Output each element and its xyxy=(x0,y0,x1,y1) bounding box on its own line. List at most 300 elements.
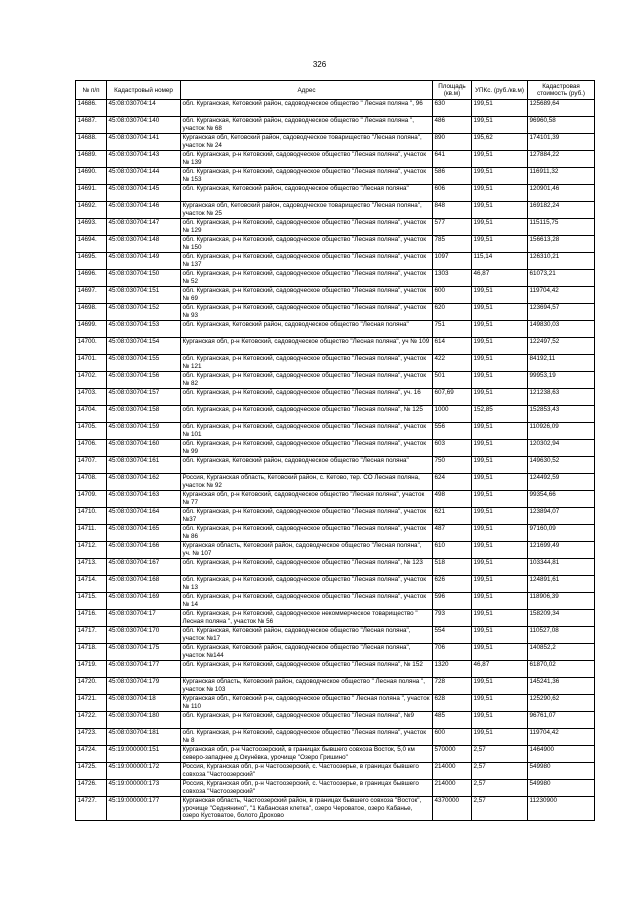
address-cell: обл. Курганская, Кетовский район, садоводческое общество " Лесная поляна ", участок № 68 xyxy=(181,117,433,134)
cadastral-number-cell: 45:19:000000:177 xyxy=(107,797,181,821)
cadastral-number-cell: 45:19:000000:172 xyxy=(107,763,181,780)
cadastral-number-cell: 45:08:030704:14 xyxy=(107,100,181,117)
upks-cell: 199,51 xyxy=(472,712,528,729)
cadastral-number-cell: 45:19:000000:151 xyxy=(107,746,181,763)
area-cell: 706 xyxy=(433,644,472,661)
cadastral-number-cell: 45:08:030704:145 xyxy=(107,185,181,202)
table-row xyxy=(76,134,595,151)
area-cell: 620 xyxy=(433,304,472,321)
row-number-cell: 14697. xyxy=(76,287,107,304)
cadastral-value-cell: 149830,03 xyxy=(528,321,595,338)
cadastral-value-cell: 549980 xyxy=(528,780,595,797)
row-number-cell: 14705. xyxy=(76,423,107,440)
area-cell: 641 xyxy=(433,151,472,168)
upks-cell: 199,51 xyxy=(472,321,528,338)
table-row xyxy=(76,491,595,508)
row-number-cell: 14726. xyxy=(76,780,107,797)
row-number-cell: 14696. xyxy=(76,270,107,287)
address-cell: обл. Курганская, Кетовский район, садоводческое общество "Лесная поляна", участок №17 xyxy=(181,627,433,644)
table-row xyxy=(76,236,595,253)
address-cell: Курганская обл., Кетовский р-н, садоводческое общество " Лесная поляна ", участок № 110 xyxy=(181,695,433,712)
upks-cell: 199,51 xyxy=(472,338,528,355)
cadastral-value-cell: 149630,52 xyxy=(528,457,595,474)
row-number-cell: 14722. xyxy=(76,712,107,729)
area-cell: 626 xyxy=(433,576,472,593)
cadastral-number-cell: 45:08:030704:158 xyxy=(107,406,181,423)
area-cell: 214000 xyxy=(433,780,472,797)
address-cell: обл. Курганская, Кетовский район, садоводческое общество " Лесная поляна ", 96 xyxy=(181,100,433,117)
area-cell: 518 xyxy=(433,559,472,576)
table-row xyxy=(76,780,595,797)
address-cell: обл. Курганская, Кетовский район, садоводческое общество "Лесная поляна" xyxy=(181,321,433,338)
upks-cell: 46,87 xyxy=(472,270,528,287)
row-number-cell: 14690. xyxy=(76,168,107,185)
cadastral-value-cell: 124492,59 xyxy=(528,474,595,491)
cadastral-number-cell: 45:08:030704:165 xyxy=(107,525,181,542)
cadastral-value-cell: 123894,07 xyxy=(528,508,595,525)
row-number-cell: 14695. xyxy=(76,253,107,270)
cadastral-value-cell: 84192,11 xyxy=(528,355,595,372)
area-cell: 1320 xyxy=(433,661,472,678)
table-row xyxy=(76,287,595,304)
upks-cell: 2,57 xyxy=(472,763,528,780)
row-number-cell: 14720. xyxy=(76,678,107,695)
table-row xyxy=(76,474,595,491)
address-cell: Россия, Курганская обл, р-н Частоозерский, с. Частоозерье, в границах бывшего совхоза "Частоозерский" xyxy=(181,763,433,780)
address-cell: обл. Курганская, Кетовский район, садоводческое общество "Лесная поляна" xyxy=(181,185,433,202)
row-number-cell: 14698. xyxy=(76,304,107,321)
upks-cell: 199,51 xyxy=(472,389,528,406)
address-cell: обл. Курганская, р-н Кетовский, садоводческое общество "Лесная поляна", участок № 121 xyxy=(181,355,433,372)
cadastral-number-cell: 45:08:030704:166 xyxy=(107,542,181,559)
address-cell: обл. Курганская, р-н Кетовский, садоводческое общество "Лесная поляна", участок № 99 xyxy=(181,440,433,457)
header-address: Адрес xyxy=(181,81,433,100)
area-cell: 1097 xyxy=(433,253,472,270)
row-number-cell: 14714. xyxy=(76,576,107,593)
table-row xyxy=(76,406,595,423)
table-row xyxy=(76,338,595,355)
upks-cell: 199,51 xyxy=(472,202,528,219)
area-cell: 621 xyxy=(433,508,472,525)
area-cell: 556 xyxy=(433,423,472,440)
address-cell: Курганская обл, р-н Кетовский, садоводческое общество "Лесная поляна", участок № 77 xyxy=(181,491,433,508)
area-cell: 498 xyxy=(433,491,472,508)
row-number-cell: 14701. xyxy=(76,355,107,372)
table-row xyxy=(76,763,595,780)
upks-cell: 199,51 xyxy=(472,593,528,610)
table-row xyxy=(76,678,595,695)
row-number-cell: 14725. xyxy=(76,763,107,780)
row-number-cell: 14709. xyxy=(76,491,107,508)
cadastral-number-cell: 45:08:030704:144 xyxy=(107,168,181,185)
cadastral-value-cell: 96761,07 xyxy=(528,712,595,729)
upks-cell: 2,57 xyxy=(472,780,528,797)
table-row xyxy=(76,440,595,457)
table-row xyxy=(76,202,595,219)
cadastral-number-cell: 45:08:030704:18 xyxy=(107,695,181,712)
upks-cell: 199,51 xyxy=(472,678,528,695)
row-number-cell: 14700. xyxy=(76,338,107,355)
upks-cell: 115,14 xyxy=(472,253,528,270)
area-cell: 785 xyxy=(433,236,472,253)
row-number-cell: 14689. xyxy=(76,151,107,168)
table-row xyxy=(76,695,595,712)
row-number-cell: 14704. xyxy=(76,406,107,423)
upks-cell: 199,51 xyxy=(472,525,528,542)
area-cell: 570000 xyxy=(433,746,472,763)
upks-cell: 199,51 xyxy=(472,185,528,202)
row-number-cell: 14708. xyxy=(76,474,107,491)
cadastral-number-cell: 45:08:030704:17 xyxy=(107,610,181,627)
area-cell: 422 xyxy=(433,355,472,372)
area-cell: 750 xyxy=(433,457,472,474)
upks-cell: 199,51 xyxy=(472,627,528,644)
row-number-cell: 14723. xyxy=(76,729,107,746)
cadastral-value-cell: 96960,58 xyxy=(528,117,595,134)
address-cell: обл. Курганская, р-н Кетовский, садоводческое общество "Лесная поляна", участок № 150 xyxy=(181,236,433,253)
cadastral-number-cell: 45:19:000000:173 xyxy=(107,780,181,797)
table-row xyxy=(76,644,595,661)
address-cell: Курганская обл, р-н Кетовский, садоводческое общество "Лесная поляна", уч № 109 xyxy=(181,338,433,355)
address-cell: обл. Курганская, р-н Кетовский, садоводческое общество "Лесная поляна", № 152 xyxy=(181,661,433,678)
table-row xyxy=(76,576,595,593)
cadastral-value-cell: 169182,24 xyxy=(528,202,595,219)
upks-cell: 195,62 xyxy=(472,134,528,151)
upks-cell: 199,51 xyxy=(472,372,528,389)
address-cell: обл. Курганская, р-н Кетовский, садоводческое общество "Лесная поляна", уч. 16 xyxy=(181,389,433,406)
area-cell: 848 xyxy=(433,202,472,219)
upks-cell: 199,51 xyxy=(472,474,528,491)
address-cell: обл. Курганская, р-н Кетовский, садоводческое общество "Лесная поляна", участок № 86 xyxy=(181,525,433,542)
address-cell: обл. Курганская, р-н Кетовский, садоводческое общество "Лесная поляна", участок № 8 xyxy=(181,729,433,746)
area-cell: 586 xyxy=(433,168,472,185)
row-number-cell: 14713. xyxy=(76,559,107,576)
cadastral-value-cell: 121238,63 xyxy=(528,389,595,406)
cadastral-value-cell: 125689,64 xyxy=(528,100,595,117)
cadastral-number-cell: 45:08:030704:162 xyxy=(107,474,181,491)
upks-cell: 199,51 xyxy=(472,168,528,185)
address-cell: Россия, Курганская область, Кетовский район, с. Кетово, тер. СО Лесная поляна, участок № 92 xyxy=(181,474,433,491)
table-row xyxy=(76,219,595,236)
address-cell: обл. Курганская, Кетовский район, садоводческое общество "Лесная поляна", участок №144 xyxy=(181,644,433,661)
cadastral-number-cell: 45:08:030704:141 xyxy=(107,134,181,151)
row-number-cell: 14692. xyxy=(76,202,107,219)
table-row xyxy=(76,712,595,729)
area-cell: 600 xyxy=(433,729,472,746)
cadastral-value-cell: 127884,22 xyxy=(528,151,595,168)
cadastral-number-cell: 45:08:030704:146 xyxy=(107,202,181,219)
area-cell: 4370000 xyxy=(433,797,472,821)
header-area: Площадь (кв.м) xyxy=(433,81,472,100)
cadastral-number-cell: 45:08:030704:160 xyxy=(107,440,181,457)
row-number-cell: 14710. xyxy=(76,508,107,525)
cadastral-value-cell: 123694,57 xyxy=(528,304,595,321)
cadastral-number-cell: 45:08:030704:168 xyxy=(107,576,181,593)
table-row xyxy=(76,321,595,338)
cadastral-number-cell: 45:08:030704:159 xyxy=(107,423,181,440)
address-cell: Россия, Курганская обл, р-н Частоозерский, с. Частоозерье, в границах бывшего совхоза "Частоозерский" xyxy=(181,780,433,797)
address-cell: Курганская область, Кетовский район, садоводческое общество "Лесная поляна", уч. № 107 xyxy=(181,542,433,559)
address-cell: обл. Курганская, р-н Кетовский, садоводческое общество "Лесная поляна", участок № 69 xyxy=(181,287,433,304)
cadastral-value-cell: 120302,94 xyxy=(528,440,595,457)
upks-cell: 199,51 xyxy=(472,542,528,559)
table-row xyxy=(76,457,595,474)
cadastral-number-cell: 45:08:030704:157 xyxy=(107,389,181,406)
cadastral-value-cell: 61870,02 xyxy=(528,661,595,678)
area-cell: 793 xyxy=(433,610,472,627)
cadastral-number-cell: 45:08:030704:148 xyxy=(107,236,181,253)
cadastral-number-cell: 45:08:030704:153 xyxy=(107,321,181,338)
area-cell: 485 xyxy=(433,712,472,729)
row-number-cell: 14693. xyxy=(76,219,107,236)
table-row xyxy=(76,117,595,134)
upks-cell: 152,85 xyxy=(472,406,528,423)
cadastral-value-cell: 126310,21 xyxy=(528,253,595,270)
cadastral-value-cell: 158209,34 xyxy=(528,610,595,627)
table-row xyxy=(76,389,595,406)
upks-cell: 199,51 xyxy=(472,355,528,372)
upks-cell: 199,51 xyxy=(472,423,528,440)
cadastral-value-cell: 110527,08 xyxy=(528,627,595,644)
area-cell: 728 xyxy=(433,678,472,695)
upks-cell: 199,51 xyxy=(472,457,528,474)
area-cell: 603 xyxy=(433,440,472,457)
cadastral-value-cell: 110926,09 xyxy=(528,423,595,440)
upks-cell: 199,51 xyxy=(472,287,528,304)
cadastral-number-cell: 45:08:030704:167 xyxy=(107,559,181,576)
table-body xyxy=(76,100,595,821)
address-cell: Курганская обл, Кетовский район, садоводческое товарищество "Лесная поляна", участок № 25 xyxy=(181,202,433,219)
cadastral-number-cell: 45:08:030704:140 xyxy=(107,117,181,134)
row-number-cell: 14687. xyxy=(76,117,107,134)
upks-cell: 199,51 xyxy=(472,236,528,253)
cadastral-value-cell: 122497,52 xyxy=(528,338,595,355)
address-cell: обл. Курганская, р-н Кетовский, садоводческое общество "Лесная поляна", участок № 137 xyxy=(181,253,433,270)
cadastral-number-cell: 45:08:030704:156 xyxy=(107,372,181,389)
area-cell: 554 xyxy=(433,627,472,644)
table-row xyxy=(76,100,595,117)
upks-cell: 199,51 xyxy=(472,219,528,236)
cadastral-number-cell: 45:08:030704:179 xyxy=(107,678,181,695)
address-cell: обл. Курганская, р-н Кетовский, садоводческое общество "Лесная поляна", участок № 93 xyxy=(181,304,433,321)
table-row xyxy=(76,661,595,678)
cadastral-value-cell: 156613,28 xyxy=(528,236,595,253)
row-number-cell: 14717. xyxy=(76,627,107,644)
address-cell: обл. Курганская, р-н Кетовский, садоводческое общество "Лесная поляна", № 125 xyxy=(181,406,433,423)
cadastral-number-cell: 45:08:030704:143 xyxy=(107,151,181,168)
cadastral-number-cell: 45:08:030704:161 xyxy=(107,457,181,474)
address-cell: обл. Курганская, р-н Кетовский, садоводческое общество "Лесная поляна", участок № 139 xyxy=(181,151,433,168)
area-cell: 890 xyxy=(433,134,472,151)
table-row xyxy=(76,525,595,542)
table-row xyxy=(76,304,595,321)
cadastral-number-cell: 45:08:030704:147 xyxy=(107,219,181,236)
upks-cell: 199,51 xyxy=(472,559,528,576)
cadastral-value-cell: 61073,21 xyxy=(528,270,595,287)
row-number-cell: 14694. xyxy=(76,236,107,253)
area-cell: 628 xyxy=(433,695,472,712)
table-row xyxy=(76,559,595,576)
cadastral-number-cell: 45:08:030704:149 xyxy=(107,253,181,270)
row-number-cell: 14724. xyxy=(76,746,107,763)
cadastral-number-cell: 45:08:030704:177 xyxy=(107,661,181,678)
area-cell: 487 xyxy=(433,525,472,542)
area-cell: 596 xyxy=(433,593,472,610)
row-number-cell: 14712. xyxy=(76,542,107,559)
table-row xyxy=(76,627,595,644)
cadastral-number-cell: 45:08:030704:152 xyxy=(107,304,181,321)
area-cell: 630 xyxy=(433,100,472,117)
address-cell: Курганская обл, Кетовский район, садоводческое товарищество "Лесная поляна", участок № 24 xyxy=(181,134,433,151)
area-cell: 600 xyxy=(433,287,472,304)
table-row xyxy=(76,508,595,525)
row-number-cell: 14715. xyxy=(76,593,107,610)
table-row xyxy=(76,593,595,610)
cadastral-value-cell: 97160,09 xyxy=(528,525,595,542)
header-upks: УПКс. (руб./кв.м) xyxy=(472,81,528,100)
cadastral-number-cell: 45:08:030704:151 xyxy=(107,287,181,304)
cadastral-value-cell: 118906,39 xyxy=(528,593,595,610)
cadastral-value-cell: 119704,42 xyxy=(528,287,595,304)
table-row xyxy=(76,185,595,202)
cadastral-value-cell: 115115,75 xyxy=(528,219,595,236)
upks-cell: 199,51 xyxy=(472,610,528,627)
cadastral-number-cell: 45:08:030704:180 xyxy=(107,712,181,729)
upks-cell: 199,51 xyxy=(472,100,528,117)
area-cell: 501 xyxy=(433,372,472,389)
cadastral-number-cell: 45:08:030704:175 xyxy=(107,644,181,661)
cadastral-value-cell: 103344,81 xyxy=(528,559,595,576)
table-row xyxy=(76,168,595,185)
row-number-cell: 14703. xyxy=(76,389,107,406)
upks-cell: 199,51 xyxy=(472,304,528,321)
header-cadastral-value: Кадастровая стоимость (руб.) xyxy=(528,81,595,100)
cadastral-value-cell: 121699,49 xyxy=(528,542,595,559)
address-cell: обл. Курганская, р-н Кетовский, садоводческое общество "Лесная поляна", участок № 153 xyxy=(181,168,433,185)
area-cell: 624 xyxy=(433,474,472,491)
cadastral-number-cell: 45:08:030704:155 xyxy=(107,355,181,372)
cadastral-value-cell: 116911,32 xyxy=(528,168,595,185)
table-row xyxy=(76,542,595,559)
upks-cell: 199,51 xyxy=(472,117,528,134)
cadastral-value-cell: 99953,19 xyxy=(528,372,595,389)
area-cell: 214000 xyxy=(433,763,472,780)
address-cell: обл. Курганская, р-н Кетовский, садоводческое общество "Лесная поляна", участок №37 xyxy=(181,508,433,525)
cadastral-value-cell: 140852,2 xyxy=(528,644,595,661)
area-cell: 610 xyxy=(433,542,472,559)
address-cell: обл. Курганская, р-н Кетовский, садоводческое общество "Лесная поляна", участок № 52 xyxy=(181,270,433,287)
upks-cell: 2,57 xyxy=(472,746,528,763)
table-row xyxy=(76,423,595,440)
cadastral-number-cell: 45:08:030704:154 xyxy=(107,338,181,355)
area-cell: 607,69 xyxy=(433,389,472,406)
cadastral-value-cell: 1464900 xyxy=(528,746,595,763)
table-row xyxy=(76,746,595,763)
area-cell: 486 xyxy=(433,117,472,134)
address-cell: обл. Курганская, р-н Кетовский, садоводческое общество "Лесная поляна", участок № 82 xyxy=(181,372,433,389)
row-number-cell: 14719. xyxy=(76,661,107,678)
cadastral-value-cell: 549980 xyxy=(528,763,595,780)
address-cell: обл. Курганская, р-н Кетовский, садоводческое некоммерческое товарищество " Лесная поляна ", участок № 56 xyxy=(181,610,433,627)
table-row xyxy=(76,253,595,270)
table-row xyxy=(76,729,595,746)
upks-cell: 199,51 xyxy=(472,491,528,508)
cadastral-number-cell: 45:08:030704:164 xyxy=(107,508,181,525)
address-cell: обл. Курганская, Кетовский район, садоводческое общество "Лесная поляна" xyxy=(181,457,433,474)
area-cell: 577 xyxy=(433,219,472,236)
address-cell: обл. Курганская, р-н Кетовский, садоводческое общество "Лесная поляна", участок № 129 xyxy=(181,219,433,236)
cadastral-number-cell: 45:08:030704:163 xyxy=(107,491,181,508)
upks-cell: 199,51 xyxy=(472,729,528,746)
header-number: № п/п xyxy=(76,81,107,100)
row-number-cell: 14711. xyxy=(76,525,107,542)
upks-cell: 199,51 xyxy=(472,440,528,457)
upks-cell: 199,51 xyxy=(472,508,528,525)
cadastral-number-cell: 45:08:030704:170 xyxy=(107,627,181,644)
row-number-cell: 14706. xyxy=(76,440,107,457)
cadastral-value-cell: 145241,36 xyxy=(528,678,595,695)
row-number-cell: 14691. xyxy=(76,185,107,202)
row-number-cell: 14702. xyxy=(76,372,107,389)
row-number-cell: 14721. xyxy=(76,695,107,712)
upks-cell: 46,87 xyxy=(472,661,528,678)
table-header-row xyxy=(76,81,595,100)
page-number: 326 xyxy=(312,60,327,69)
upks-cell: 199,51 xyxy=(472,151,528,168)
cadastral-value-cell: 152853,43 xyxy=(528,406,595,423)
address-cell: обл. Курганская, р-н Кетовский, садоводческое общество "Лесная поляна", участок № 13 xyxy=(181,576,433,593)
upks-cell: 199,51 xyxy=(472,644,528,661)
address-cell: Курганская область, Частоозерский район, в границах бывшего совхоза "Восток", урочище "Седнянино", "1 Кабанская клетка", озеро Чероватое, озеро Кабанье, озеро Кустоватое, болото Дрохово xyxy=(181,797,433,821)
address-cell: обл. Курганская, р-н Кетовский, садоводческое общество "Лесная поляна", участок № 14 xyxy=(181,593,433,610)
cadastral-value-cell: 119704,42 xyxy=(528,729,595,746)
cadastral-value-cell: 125290,62 xyxy=(528,695,595,712)
cadastral-value-cell: 174101,39 xyxy=(528,134,595,151)
cadastral-number-cell: 45:08:030704:181 xyxy=(107,729,181,746)
area-cell: 614 xyxy=(433,338,472,355)
cadastral-value-cell: 124891,61 xyxy=(528,576,595,593)
row-number-cell: 14727. xyxy=(76,797,107,821)
area-cell: 1303 xyxy=(433,270,472,287)
cadastral-number-cell: 45:08:030704:169 xyxy=(107,593,181,610)
row-number-cell: 14688. xyxy=(76,134,107,151)
address-cell: Курганская область, Кетовский район, садоводческое общество " Лесная поляна ", участок № 103 xyxy=(181,678,433,695)
table-row xyxy=(76,270,595,287)
row-number-cell: 14716. xyxy=(76,610,107,627)
address-cell: обл. Курганская, р-н Кетовский, садоводческое общество "Лесная поляна", участок № 101 xyxy=(181,423,433,440)
row-number-cell: 14707. xyxy=(76,457,107,474)
upks-cell: 2,57 xyxy=(472,797,528,821)
area-cell: 606 xyxy=(433,185,472,202)
address-cell: обл. Курганская, р-н Кетовский, садоводческое общество "Лесная поляна", №9 xyxy=(181,712,433,729)
address-cell: обл. Курганская, р-н Кетовский, садоводческое общество "Лесная поляна", № 123 xyxy=(181,559,433,576)
cadastral-value-cell: 120901,46 xyxy=(528,185,595,202)
cadastral-value-cell: 11230900 xyxy=(528,797,595,821)
header-cadastral-number: Кадастровый номер xyxy=(107,81,181,100)
address-cell: Курганская обл, р-н Частоозерский, в границах бывшего совхоза Восток, 5,0 км северо-западнее д.Окунёвка, урочище "Озеро Гришино" xyxy=(181,746,433,763)
cadastral-value-cell: 99354,66 xyxy=(528,491,595,508)
area-cell: 1000 xyxy=(433,406,472,423)
table-row xyxy=(76,151,595,168)
cadastral-number-cell: 45:08:030704:150 xyxy=(107,270,181,287)
table-row xyxy=(76,797,595,821)
upks-cell: 199,51 xyxy=(472,695,528,712)
table-row xyxy=(76,372,595,389)
area-cell: 751 xyxy=(433,321,472,338)
upks-cell: 199,51 xyxy=(472,576,528,593)
row-number-cell: 14699. xyxy=(76,321,107,338)
row-number-cell: 14718. xyxy=(76,644,107,661)
